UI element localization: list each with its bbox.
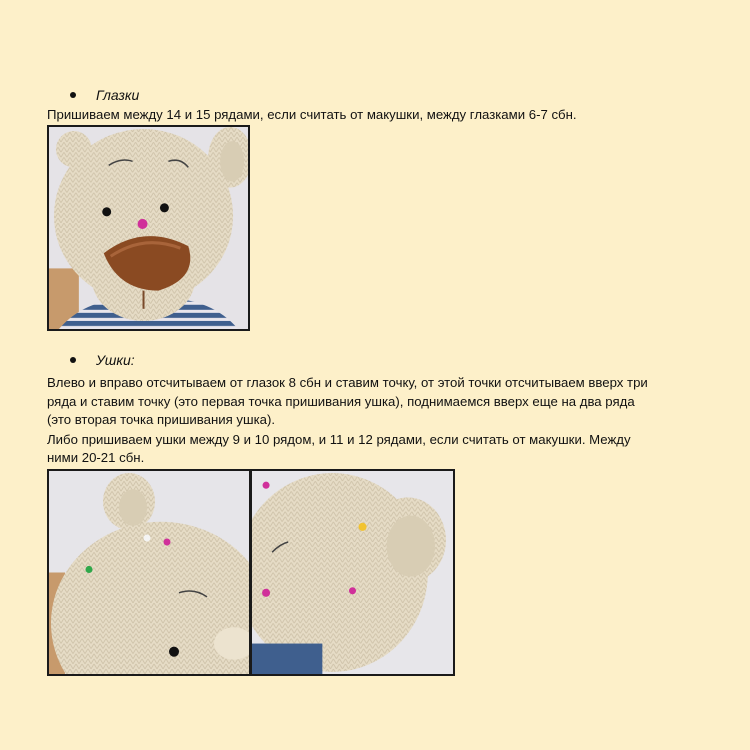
bullet-icon [70, 92, 76, 98]
ears-text-line-2: ряда и ставим точку (это первая точка пришивания ушка), поднимаемся вверх еще на два ряда [47, 394, 635, 409]
bear-face-image [49, 127, 248, 329]
eyes-photo [47, 125, 250, 331]
bear-ear-right-image [252, 471, 453, 674]
ears-photo-right [250, 469, 455, 676]
ears-text-line-1: Влево и вправо отсчитываем от глазок 8 сбн и ставим точку, от этой точки отсчитываем вверх три [47, 375, 648, 390]
ears-heading-text: Ушки: [96, 352, 135, 368]
bear-ear-left-image [49, 471, 249, 674]
eyes-heading-text: Глазки [96, 87, 140, 103]
ears-text-line-5: ними 20-21 сбн. [47, 450, 145, 465]
ears-text-line-4: Либо пришиваем ушки между 9 и 10 рядом, и 11 и 12 рядами, если считать от макушки. Между [47, 432, 631, 447]
eyes-heading [70, 86, 139, 104]
ears-photo-left [47, 469, 251, 676]
eyes-text: Пришиваем между 14 и 15 рядами, если считать от макушки, между глазками 6-7 сбн. [47, 107, 577, 122]
ears-heading [70, 351, 135, 369]
bullet-icon [70, 357, 76, 363]
ears-text-line-3: (это вторая точка пришивания ушка). [47, 412, 276, 427]
